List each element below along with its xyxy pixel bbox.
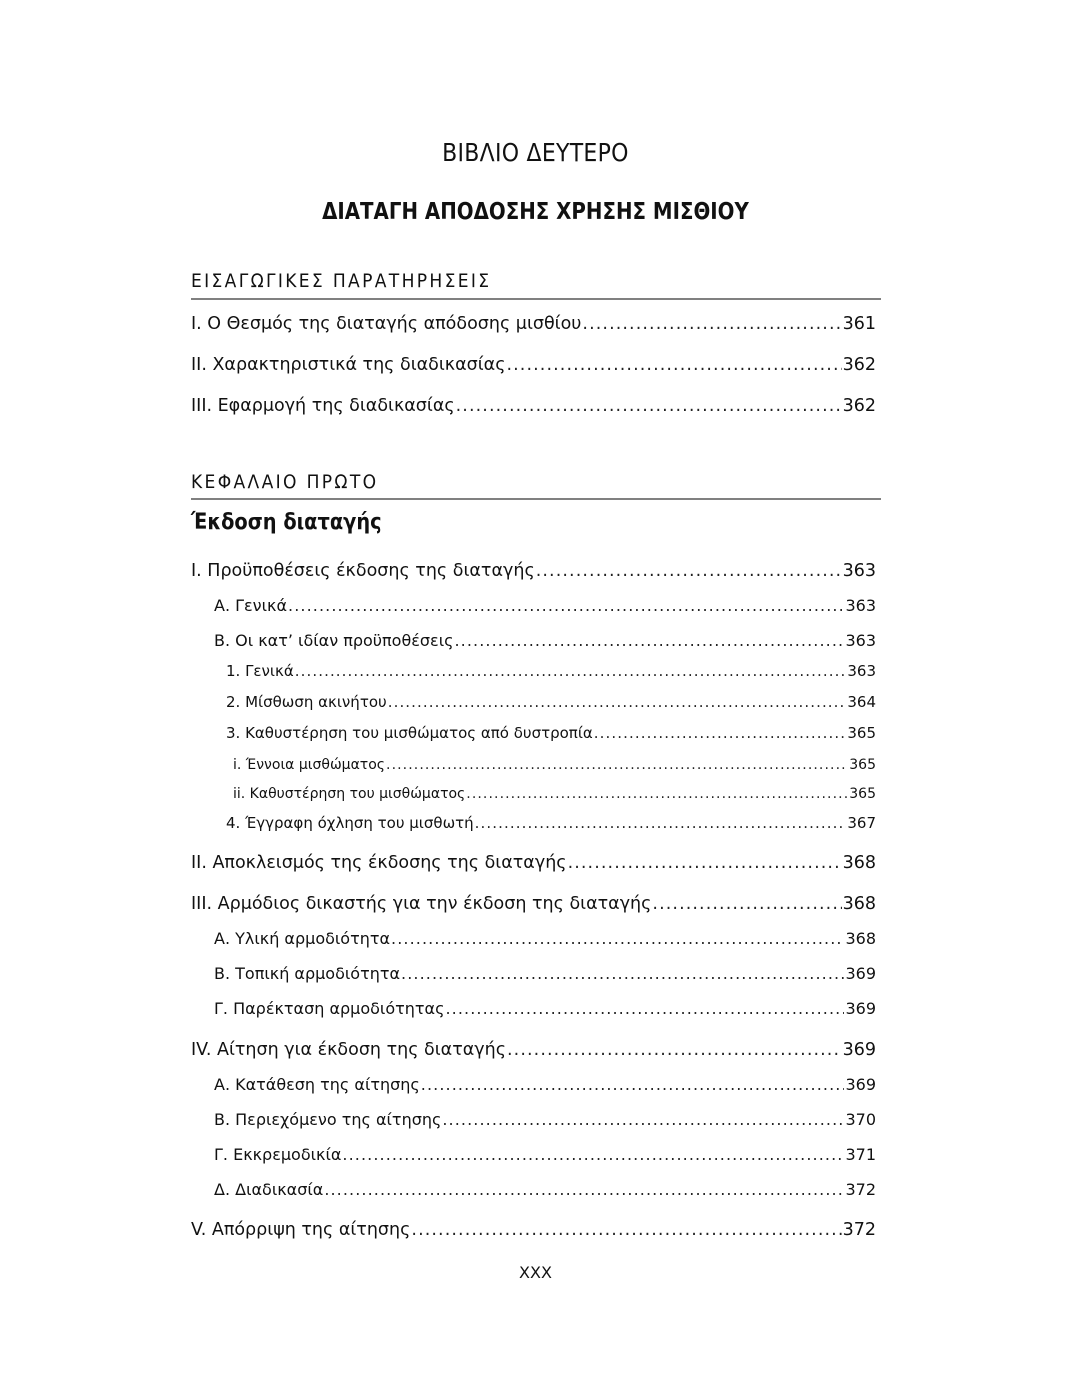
book-subtitle: ΔΙΑΤΑΓΗ ΑΠΟΔΟΣΗΣ ΧΡΗΣΗΣ ΜΙΣΘΙΟΥ [322,199,749,225]
chapter-heading: ΚΕΦΑΛΑΙΟ ΠΡΩΤΟ [191,471,379,493]
dot-leader [386,757,848,773]
intro-heading: ΕΙΣΑΓΩΓΙΚΕΣ ΠΑΡΑΤΗΡΗΣΕΙΣ [191,270,492,292]
dot-leader [442,1110,844,1129]
page-folio: XXX [519,1263,552,1282]
toc-entry-page: 369 [845,1075,876,1094]
dot-leader [506,355,841,375]
toc-entry[interactable] [0,1110,876,1129]
dot-leader [652,894,841,914]
toc-entry[interactable] [0,1180,876,1199]
toc-entry-page: 363 [842,561,876,581]
dot-leader [594,724,847,742]
dot-leader [455,631,845,650]
toc-entry[interactable] [0,894,876,914]
toc-entry-page: 368 [845,929,876,948]
toc-entry-label: 1. Γενικά [226,662,294,680]
toc-entry[interactable] [0,396,876,416]
toc-entry-page: 363 [845,631,876,650]
toc-entry-page: 365 [847,724,876,742]
toc-entry[interactable] [0,853,876,873]
toc-entry[interactable] [0,1075,876,1094]
toc-entry-label: Γ. Παρέκταση αρμοδιότητας [214,999,445,1018]
dot-leader [582,314,841,334]
toc-entry-page: 365 [849,757,876,773]
dot-leader [401,964,844,983]
toc-entry-page: 365 [849,786,876,802]
toc-entry-label: Α. Γενικά [214,596,288,615]
toc-entry[interactable] [0,999,876,1018]
dot-leader [391,929,844,948]
toc-entry[interactable] [0,814,876,832]
toc-entry[interactable] [0,596,876,615]
toc-entry-page: 363 [845,596,876,615]
dot-leader [445,999,844,1018]
toc-entry-label: 3. Καθυστέρηση του μισθώματος από δυστροπία [226,724,593,742]
toc-entry[interactable] [0,757,876,773]
dot-leader [295,662,847,680]
toc-entry-page: 364 [847,693,876,711]
chapter-rule [191,498,881,500]
toc-entry-label: IV. Αίτηση για έκδοση της διαταγής [191,1040,506,1060]
dot-leader [568,853,842,873]
toc-entry[interactable] [0,561,876,581]
toc-entry-label: 2. Μίσθωση ακινήτου [226,693,387,711]
toc-entry[interactable] [0,693,876,711]
dot-leader [421,1075,845,1094]
toc-entry[interactable] [0,355,876,375]
dot-leader [411,1220,841,1240]
toc-entry-page: 363 [847,662,876,680]
toc-entry-label: ΙΙ. Χαρακτηριστικά της διαδικασίας [191,355,506,375]
toc-entry-label: i. Έννοια μισθώματος [233,757,386,773]
toc-entry[interactable] [0,662,876,680]
dot-leader [475,814,847,832]
toc-entry[interactable] [0,724,876,742]
toc-entry[interactable] [0,964,876,983]
toc-entry-page: 362 [842,355,876,375]
toc-entry-label: Ι. Ο Θεσμός της διαταγής απόδοσης μισθίου [191,314,582,334]
toc-entry-label: Ι. Προϋποθέσεις έκδοσης της διαταγής [191,561,535,581]
toc-entry-page: 368 [842,853,876,873]
toc-entry-page: 361 [842,314,876,334]
intro-rule [191,298,881,300]
toc-entry-label: Β. Τοπική αρμοδιότητα [214,964,401,983]
toc-entry-label: 4. Έγγραφη όχληση του μισθωτή [226,814,474,832]
dot-leader [466,786,848,802]
toc-entry[interactable] [0,1145,876,1164]
toc-entry-page: 371 [845,1145,876,1164]
toc-entry-label: Β. Περιεχόμενο της αίτησης [214,1110,442,1129]
toc-entry[interactable] [0,929,876,948]
toc-entry-page: 362 [842,396,876,416]
toc-entry-page: 372 [842,1220,876,1240]
toc-entry-page: 367 [847,814,876,832]
toc-entry-page: 368 [842,894,876,914]
toc-entry-label: Α. Κατάθεση της αίτησης [214,1075,420,1094]
dot-leader [388,693,847,711]
book-title: ΒΙΒΛΙΟ ΔΕΥΤΕΡΟ [442,138,629,167]
toc-entry-page: 370 [845,1110,876,1129]
dot-leader [536,561,842,581]
toc-entry-label: ΙΙΙ. Εφαρμογή της διαδικασίας [191,396,455,416]
dot-leader [324,1180,844,1199]
dot-leader [342,1145,844,1164]
toc-entry[interactable] [0,314,876,334]
toc-entry[interactable] [0,1040,876,1060]
toc-entry[interactable] [0,631,876,650]
toc-entry-label: ΙΙΙ. Αρμόδιος δικαστής για την έκδοση της διαταγής [191,894,652,914]
dot-leader [456,396,842,416]
toc-entry-label: ii. Καθυστέρηση του μισθώματος [233,786,466,802]
toc-entry[interactable] [0,786,876,802]
dot-leader [507,1040,842,1060]
dot-leader [288,596,844,615]
toc-entry-page: 369 [842,1040,876,1060]
toc-entry-label: Β. Οι κατ’ ιδίαν προϋποθέσεις [214,631,454,650]
toc-entry-label: Δ. Διαδικασία [214,1180,324,1199]
toc-entry-page: 369 [845,999,876,1018]
toc-entry[interactable] [0,1220,876,1240]
toc-entry-label: Α. Υλική αρμοδιότητα [214,929,391,948]
toc-entry-page: 372 [845,1180,876,1199]
toc-entry-page: 369 [845,964,876,983]
toc-entry-label: ΙΙ. Αποκλεισμός της έκδοσης της διαταγής [191,853,567,873]
chapter-title: Έκδοση διαταγής [191,510,382,535]
toc-entry-label: Γ. Εκκρεμοδικία [214,1145,342,1164]
toc-entry-label: V. Απόρριψη της αίτησης [191,1220,411,1240]
